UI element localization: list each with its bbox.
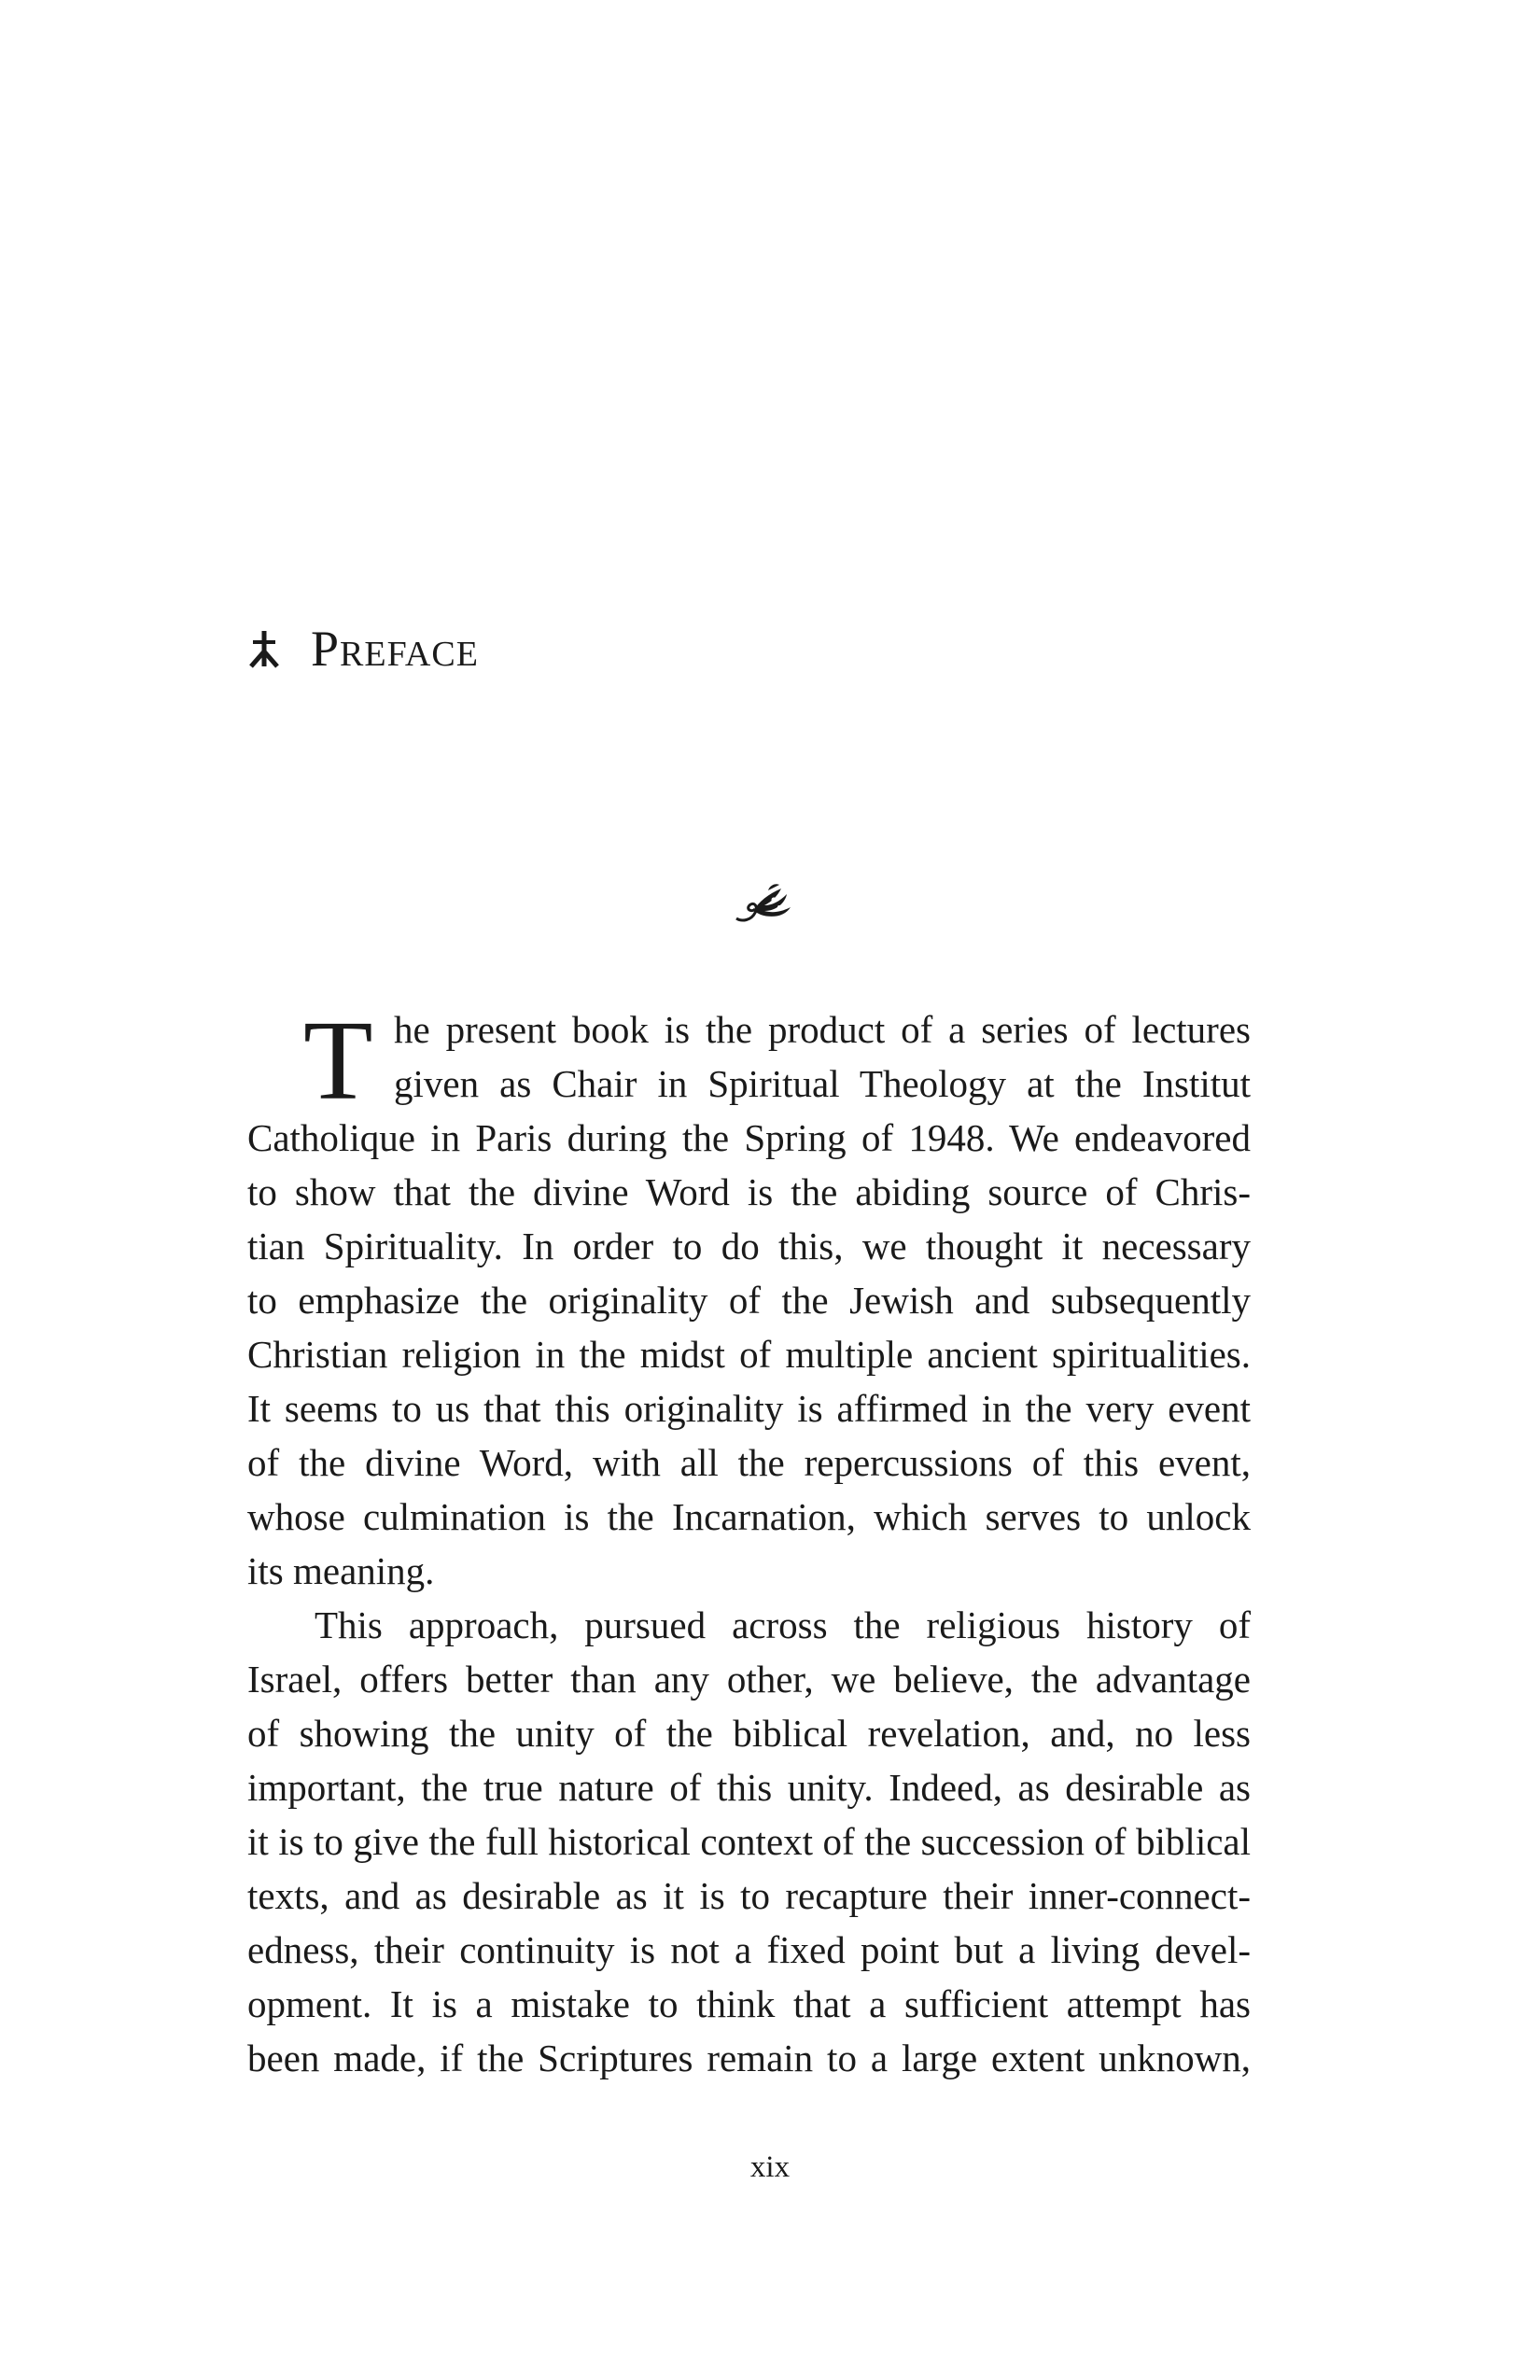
text-line: important, the true nature of this unity. Indeed, as desirable as <box>247 1766 1251 1809</box>
paragraph <box>247 998 1251 1598</box>
text-line: opment. It is a mistake to think that a sufficient attempt has <box>247 1982 1251 2025</box>
drop-cap: T <box>303 998 373 1124</box>
chapter-mark-icon <box>247 629 281 668</box>
text-line: of showing the unity of the biblical revelation, and, no less <box>247 1712 1251 1755</box>
text-line: he present book is the product of a series of lectures <box>394 1008 1251 1051</box>
fleuron-icon <box>731 881 796 924</box>
chapter-heading <box>247 616 479 681</box>
text-line: tian Spirituality. In order to do this, we thought it necessary <box>247 1225 1251 1267</box>
text-line: of the divine Word, with all the repercussions of this event, <box>247 1441 1251 1484</box>
text-line: Catholique in Paris during the Spring of 1948. We endeavored <box>247 1116 1251 1159</box>
text-line: edness, their continuity is not a fixed point but a living devel- <box>247 1928 1251 1971</box>
text-line: to emphasize the originality of the Jewish and subsequently <box>247 1279 1251 1322</box>
text-line: texts, and as desirable as it is to recapture their inner-connect- <box>247 1874 1251 1917</box>
page-number: xix <box>749 2150 791 2184</box>
text-line: it is to give the full historical context of the succession of biblical <box>247 1820 1251 1863</box>
chapter-title: Preface <box>311 621 479 677</box>
text-line: This approach, pursued across the religious history of <box>315 1603 1251 1646</box>
text-line: to show that the divine Word is the abiding source of Chris- <box>247 1170 1251 1213</box>
text-line: given as Chair in Spiritual Theology at the Institut <box>394 1062 1251 1105</box>
text-line: been made, if the Scriptures remain to a large extent unknown, <box>247 2037 1251 2079</box>
text-line: It seems to us that this originality is affirmed in the very event <box>247 1387 1251 1430</box>
text-line: its meaning. <box>247 1549 435 1592</box>
text-line: whose culmination is the Incarnation, which serves to unlock <box>247 1495 1251 1538</box>
text-line: Christian religion in the midst of multiple ancient spiritualities. <box>247 1333 1251 1376</box>
paragraph <box>247 1598 1251 2085</box>
text-line: Israel, offers better than any other, we believe, the advantage <box>247 1658 1251 1701</box>
body-text <box>247 998 1251 2085</box>
